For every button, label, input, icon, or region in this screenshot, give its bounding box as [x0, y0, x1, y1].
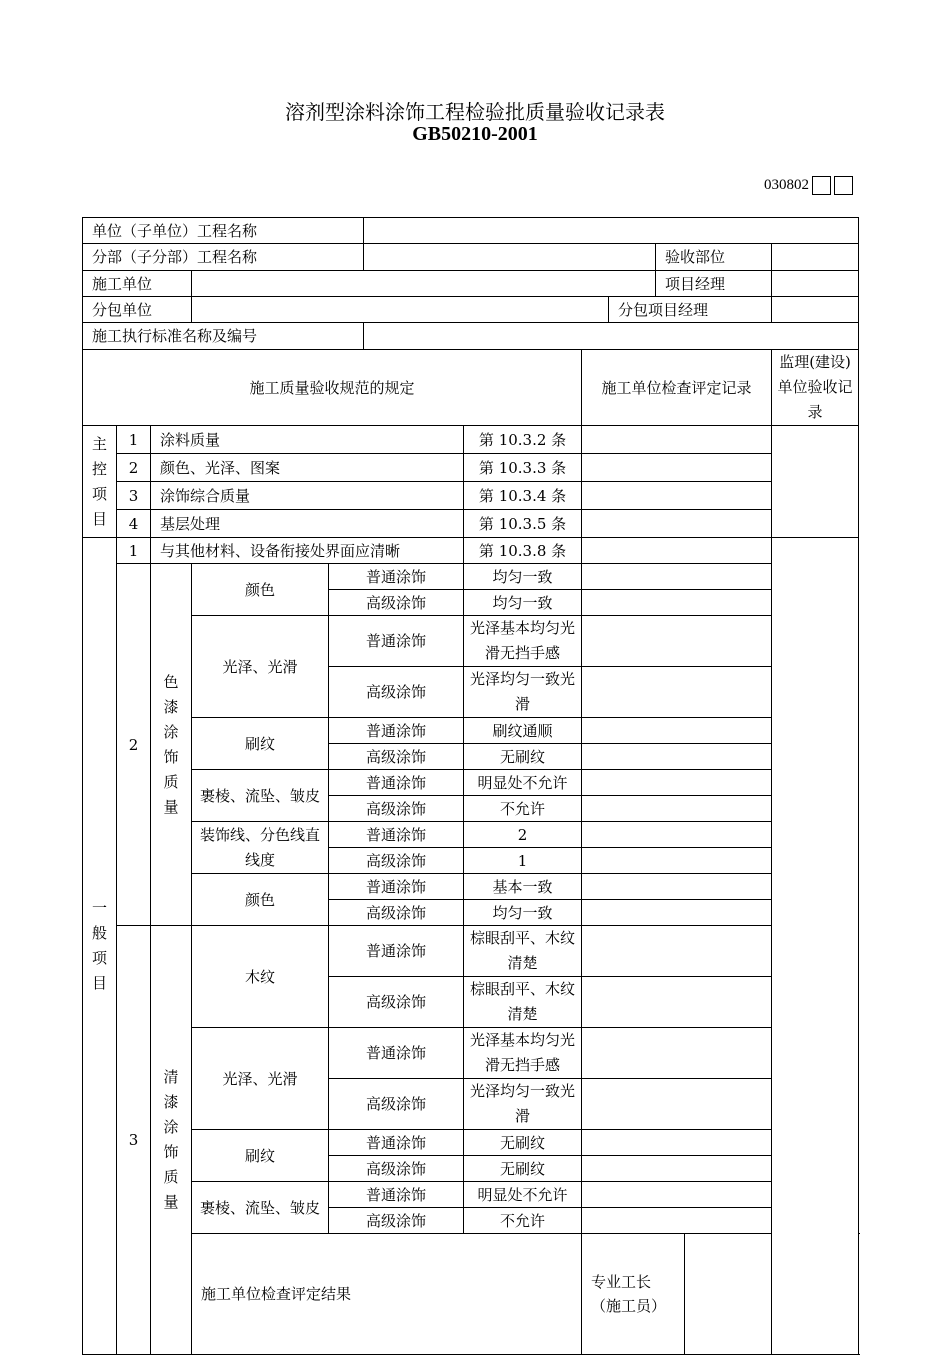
sub-item-name: 裹棱、流坠、皱皮 [192, 1182, 329, 1234]
inspection-table [82, 217, 859, 1355]
requirement: 均匀一致 [464, 564, 582, 590]
standard-code: GB50210-2001 [412, 123, 538, 145]
main-item-clause: 第 10.3.3 条 [464, 454, 582, 482]
finish-level: 普通涂饰 [329, 718, 464, 744]
check-record[interactable] [582, 667, 772, 718]
requirement: 不允许 [464, 1208, 582, 1234]
main-item-no: 2 [117, 454, 151, 482]
main-control-label: 主控项目 [83, 426, 117, 538]
finish-level: 普通涂饰 [329, 1028, 464, 1079]
general-item1-record[interactable] [582, 538, 772, 564]
sub-item-name: 裹棱、流坠、皱皮 [192, 770, 329, 822]
requirement: 光泽均匀一致光滑 [464, 667, 582, 718]
subcontractor-label: 分包单位 [83, 297, 192, 323]
sub-item-name: 木纹 [192, 926, 329, 1028]
requirement: 光泽基本均匀光滑无挡手感 [464, 616, 582, 667]
contractor-label: 施工单位 [83, 271, 192, 297]
finish-level: 高级涂饰 [329, 1156, 464, 1182]
check-record[interactable] [582, 1079, 772, 1130]
check-record[interactable] [582, 1182, 772, 1208]
sub-item-name: 光泽、光滑 [192, 1028, 329, 1130]
finish-level: 高级涂饰 [329, 1208, 464, 1234]
clear-varnish-label: 清漆涂饰质量 [151, 926, 192, 1355]
code-checkbox-1[interactable] [812, 176, 831, 195]
requirement: 光泽基本均匀光滑无挡手感 [464, 1028, 582, 1079]
requirement: 光泽均匀一致光滑 [464, 1079, 582, 1130]
spec-header: 施工质量验收规范的规定 [83, 350, 582, 426]
requirement: 棕眼刮平、木纹清楚 [464, 926, 582, 977]
check-record[interactable] [582, 564, 772, 590]
foreman-value[interactable] [685, 1234, 859, 1355]
standard-name-value[interactable] [364, 323, 859, 350]
check-record[interactable] [582, 1130, 772, 1156]
main-item-no: 1 [117, 426, 151, 454]
check-record[interactable] [582, 848, 772, 874]
main-item-name: 涂料质量 [151, 426, 464, 454]
sub-project-value[interactable] [364, 244, 656, 271]
finish-level: 普通涂饰 [329, 770, 464, 796]
contractor-value[interactable] [192, 271, 656, 297]
sub-pm-value[interactable] [772, 297, 859, 323]
finish-level: 高级涂饰 [329, 590, 464, 616]
sub-item-name: 颜色 [192, 564, 329, 616]
sub-item-name: 颜色 [192, 874, 329, 926]
main-item-clause: 第 10.3.4 条 [464, 482, 582, 510]
accept-part-value[interactable] [772, 244, 859, 271]
requirement: 基本一致 [464, 874, 582, 900]
main-item-name: 涂饰综合质量 [151, 482, 464, 510]
general-item2-no: 2 [117, 564, 151, 926]
main-item-record[interactable] [582, 454, 772, 482]
general-item1-name: 与其他材料、设备衔接处界面应清晰 [151, 538, 464, 564]
requirement: 2 [464, 822, 582, 848]
main-item-no: 4 [117, 510, 151, 538]
general-item1-clause: 第 10.3.8 条 [464, 538, 582, 564]
check-record[interactable] [582, 1156, 772, 1182]
pm-label: 项目经理 [656, 271, 772, 297]
finish-level: 高级涂饰 [329, 744, 464, 770]
subcontractor-value[interactable] [192, 297, 609, 323]
check-record[interactable] [582, 718, 772, 744]
general-item3-no: 3 [117, 926, 151, 1355]
check-record[interactable] [582, 1028, 772, 1079]
requirement: 无刷纹 [464, 744, 582, 770]
pm-value[interactable] [772, 271, 859, 297]
check-record[interactable] [582, 770, 772, 796]
check-record[interactable] [582, 874, 772, 900]
sub-project-label: 分部（子分部）工程名称 [83, 244, 364, 271]
general-item1-no: 1 [117, 538, 151, 564]
sub-item-name: 刷纹 [192, 718, 329, 770]
check-record[interactable] [582, 900, 772, 926]
code-checkbox-2[interactable] [834, 176, 853, 195]
form-code-number: 030802 [764, 176, 809, 193]
accept-part-label: 验收部位 [656, 244, 772, 271]
form-code [764, 174, 853, 196]
main-item-no: 3 [117, 482, 151, 510]
main-item-clause: 第 10.3.2 条 [464, 426, 582, 454]
finish-level: 高级涂饰 [329, 667, 464, 718]
finish-level: 高级涂饰 [329, 900, 464, 926]
sub-item-name: 光泽、光滑 [192, 616, 329, 718]
requirement: 均匀一致 [464, 590, 582, 616]
sub-item-name: 装饰线、分色线直线度 [192, 822, 329, 874]
requirement: 无刷纹 [464, 1130, 582, 1156]
finish-level: 普通涂饰 [329, 926, 464, 977]
finish-level: 普通涂饰 [329, 822, 464, 848]
main-item-record[interactable] [582, 426, 772, 454]
requirement: 均匀一致 [464, 900, 582, 926]
finish-level: 高级涂饰 [329, 977, 464, 1028]
sub-pm-label: 分包项目经理 [609, 297, 772, 323]
main-item-record[interactable] [582, 482, 772, 510]
finish-level: 普通涂饰 [329, 1182, 464, 1208]
finish-level: 普通涂饰 [329, 616, 464, 667]
check-record[interactable] [582, 926, 772, 977]
requirement: 刷纹通顺 [464, 718, 582, 744]
finish-level: 普通涂饰 [329, 564, 464, 590]
check-record[interactable] [582, 616, 772, 667]
standard-name-label: 施工执行标准名称及编号 [83, 323, 364, 350]
main-item-name: 基层处理 [151, 510, 464, 538]
main-item-clause: 第 10.3.5 条 [464, 510, 582, 538]
general-label: 一般项目 [83, 538, 117, 1355]
requirement: 明显处不允许 [464, 770, 582, 796]
finish-level: 普通涂饰 [329, 1130, 464, 1156]
finish-level: 普通涂饰 [329, 874, 464, 900]
color-paint-label: 色漆涂饰质量 [151, 564, 192, 926]
finish-level: 高级涂饰 [329, 1079, 464, 1130]
main-item-record[interactable] [582, 510, 772, 538]
requirement: 棕眼刮平、木纹清楚 [464, 977, 582, 1028]
check-record[interactable] [582, 796, 772, 822]
unit-project-value[interactable] [364, 218, 859, 244]
finish-level: 高级涂饰 [329, 796, 464, 822]
check-record[interactable] [582, 822, 772, 848]
main-supervisor-record[interactable] [772, 426, 859, 538]
form-title: 溶剂型涂料涂饰工程检验批质量验收记录表 [285, 100, 665, 124]
contractor-record-header: 施工单位检查评定记录 [582, 350, 772, 426]
foreman-label: 专业工长（施工员） [582, 1234, 685, 1355]
result-label: 施工单位检查评定结果 [192, 1234, 582, 1355]
general-supervisor-record[interactable] [772, 538, 859, 1355]
requirement: 无刷纹 [464, 1156, 582, 1182]
check-record[interactable] [582, 590, 772, 616]
unit-project-label: 单位（子单位）工程名称 [83, 218, 364, 244]
supervisor-record-header: 监理(建设)单位验收记录 [772, 350, 859, 426]
main-item-name: 颜色、光泽、图案 [151, 454, 464, 482]
check-record[interactable] [582, 977, 772, 1028]
check-record[interactable] [582, 744, 772, 770]
check-record[interactable] [582, 1208, 772, 1234]
requirement: 1 [464, 848, 582, 874]
requirement: 不允许 [464, 796, 582, 822]
sub-item-name: 刷纹 [192, 1130, 329, 1182]
requirement: 明显处不允许 [464, 1182, 582, 1208]
finish-level: 高级涂饰 [329, 848, 464, 874]
